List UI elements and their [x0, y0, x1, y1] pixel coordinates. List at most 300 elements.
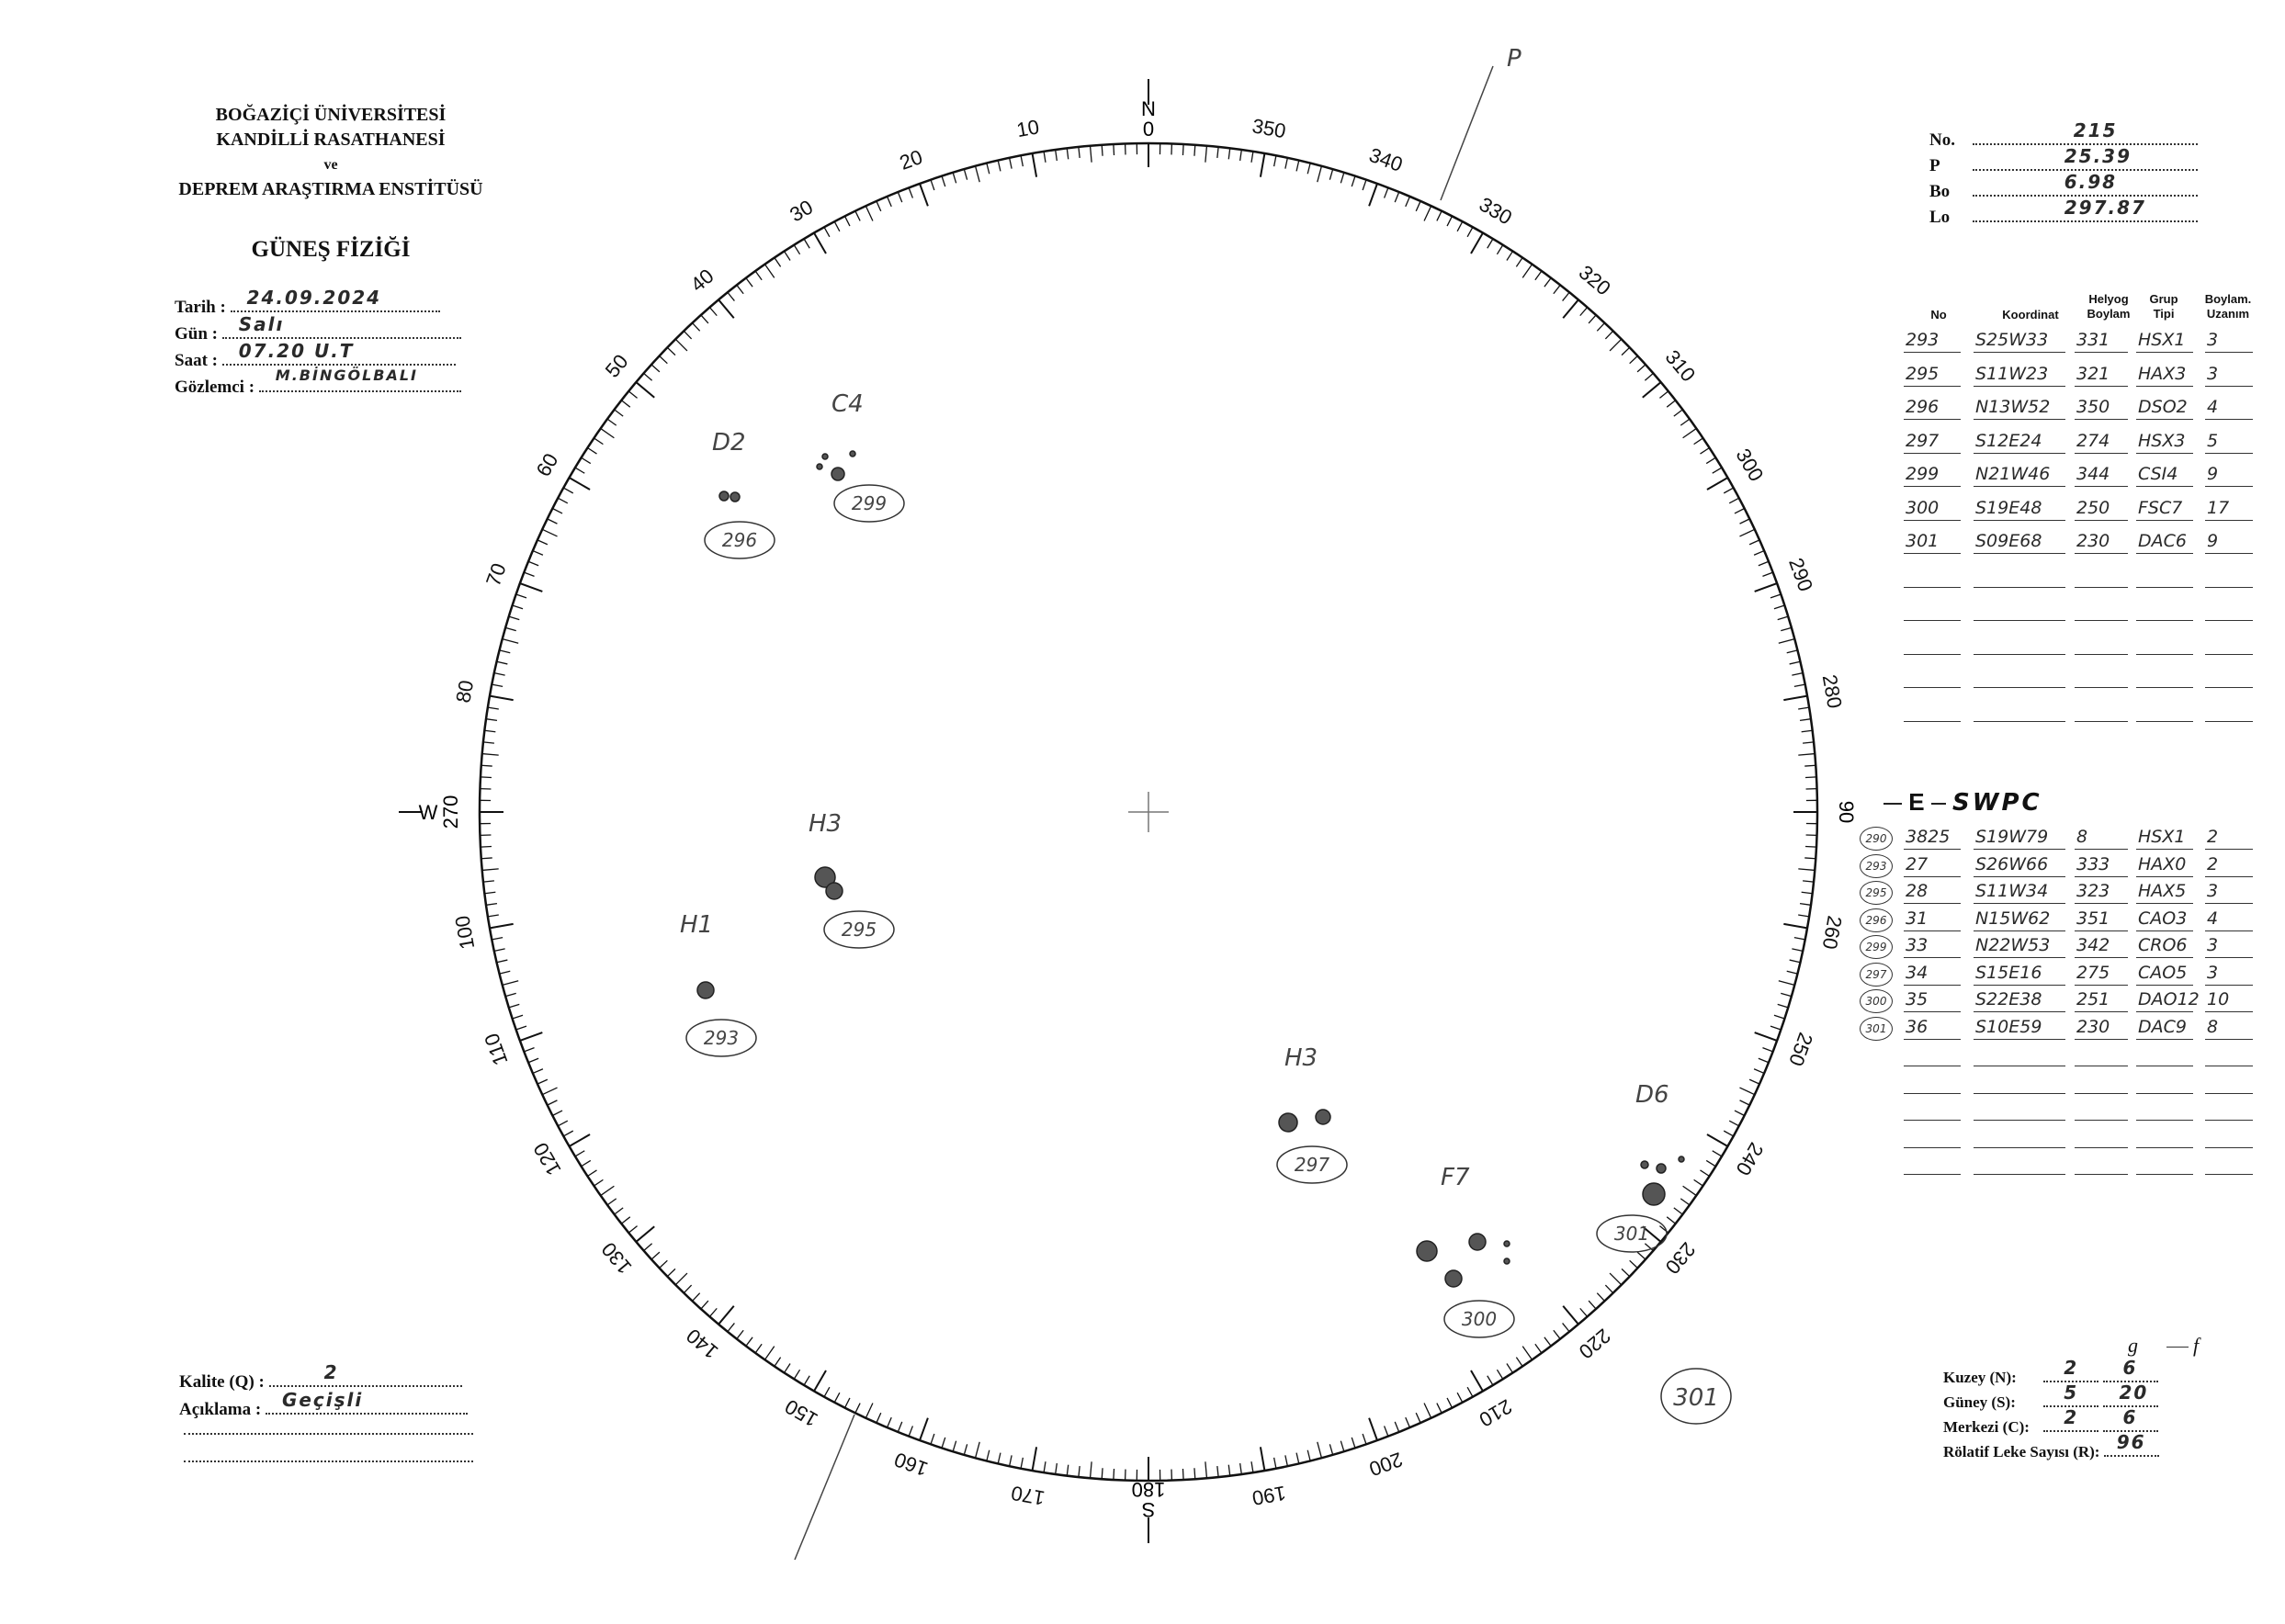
limb-tick: [1307, 1450, 1310, 1461]
limb-tick: [1762, 1048, 1772, 1052]
limb-tick: [728, 1323, 735, 1331]
institution-line2: KANDİLLİ RASATHANESİ: [216, 130, 446, 150]
limb-tick: [520, 1032, 542, 1041]
sunspot-type-label: H3: [809, 810, 843, 838]
limb-tick: [1497, 245, 1502, 254]
limb-tick: [628, 391, 637, 399]
sunspot: [1445, 1270, 1462, 1287]
limb-tick: [636, 382, 654, 398]
limb-tick: [1749, 1079, 1759, 1084]
big-id-label: 301: [1673, 1384, 1719, 1412]
sunspot: [719, 491, 729, 501]
sunspot: [1316, 1110, 1330, 1124]
limb-tick: [1622, 347, 1630, 355]
limb-tick: [1563, 292, 1570, 300]
limb-tick: [1729, 1121, 1739, 1126]
group-type: DSO2: [2138, 397, 2188, 417]
limb-tick: [1544, 278, 1551, 288]
sunspot-type-label: D6: [1635, 1081, 1669, 1109]
limb-tick: [1683, 1186, 1697, 1195]
swpc-no: 34: [1906, 962, 1929, 983]
limb-tick: [909, 1426, 912, 1436]
limb-tick: [1798, 869, 1815, 871]
g-header: g: [2128, 1334, 2138, 1357]
day-value: Salı: [238, 313, 285, 335]
limb-tick: [844, 1398, 849, 1408]
limb-tick: [1605, 1285, 1612, 1293]
limb-tick: [1424, 1403, 1431, 1417]
limb-tick: [1091, 1461, 1092, 1478]
swpc-type: CAO5: [2138, 962, 2188, 983]
limb-tick: [1363, 180, 1366, 190]
quality-label: Kalite (Q) :: [179, 1372, 265, 1392]
limb-tick: [1707, 478, 1728, 490]
sunspot-type-label: F7: [1441, 1164, 1470, 1191]
limb-tick: [490, 924, 514, 929]
limb-tick: [1706, 457, 1715, 463]
group-coord: N13W52: [1975, 397, 2051, 417]
limb-degree-label: 20: [896, 144, 926, 175]
swpc-coord: S22E38: [1975, 989, 2042, 1009]
limb-degree-label: 130: [596, 1237, 637, 1279]
limb-tick: [1749, 540, 1759, 545]
limb-tick: [1261, 1447, 1265, 1471]
limb-tick: [1630, 1260, 1638, 1268]
limb-tick: [877, 1413, 881, 1423]
limb-tick: [1804, 858, 1816, 859]
limb-tick: [1261, 153, 1265, 177]
limb-tick: [877, 201, 881, 211]
limb-tick: [1680, 419, 1690, 425]
sunspot-id-label: 293: [703, 1027, 740, 1049]
limb-tick: [942, 176, 945, 186]
limb-tick: [1329, 1444, 1332, 1455]
limb-tick: [1783, 696, 1807, 701]
group-lon: 350: [2076, 397, 2110, 417]
sunspot: [1469, 1234, 1486, 1250]
limb-tick: [481, 858, 492, 859]
sunspot: [817, 464, 822, 469]
swpc-no: 36: [1906, 1016, 1929, 1037]
p-axis-line: [1441, 66, 1493, 200]
limb-tick: [764, 265, 774, 278]
limb-tick: [1044, 1461, 1046, 1472]
limb-tick: [1680, 1199, 1690, 1205]
limb-tick: [1694, 1179, 1703, 1186]
limb-tick: [1630, 356, 1638, 364]
limb-tick: [621, 1217, 629, 1224]
limb-tick: [494, 673, 505, 675]
limb-tick: [1563, 299, 1578, 318]
limb-tick: [976, 166, 980, 182]
limb-tick: [1803, 742, 1814, 743]
swpc-no: 28: [1906, 881, 1929, 901]
limb-tick: [844, 216, 849, 226]
limb-tick: [513, 1015, 523, 1019]
group-ext: 4: [2207, 397, 2219, 417]
limb-tick: [1759, 1058, 1769, 1062]
limb-tick: [814, 1370, 826, 1392]
limb-tick: [558, 498, 568, 503]
limb-tick: [1700, 1170, 1709, 1177]
limb-tick: [494, 949, 505, 951]
limb-tick: [1488, 1376, 1493, 1385]
limb-tick: [1056, 150, 1058, 161]
col-header-ext-1: Boylam.: [2204, 292, 2252, 306]
limb-tick: [804, 239, 809, 248]
limb-tick: [898, 1422, 901, 1432]
limb-tick: [824, 1387, 830, 1396]
limb-degree-label: 120: [528, 1138, 566, 1179]
limb-tick: [1385, 1426, 1388, 1436]
swpc-ext: 8: [2207, 1016, 2219, 1037]
limb-tick: [1787, 971, 1798, 974]
limb-tick: [607, 419, 616, 425]
limb-tick: [1091, 146, 1092, 163]
col-header-ext-2: Uzanım: [2206, 307, 2250, 321]
relative-label: Rölatif Leke Sayısı (R):: [1943, 1443, 2100, 1460]
limb-tick: [1802, 892, 1813, 893]
limb-tick: [1522, 1347, 1532, 1360]
limb-tick: [1605, 331, 1612, 339]
limb-tick: [482, 754, 499, 756]
limb-degree-label: 300: [1731, 445, 1769, 486]
swpc-lon: 323: [2076, 881, 2110, 901]
limb-tick: [1516, 257, 1522, 266]
limb-tick: [558, 1121, 568, 1126]
p-axis-label: P: [1507, 45, 1521, 73]
group-ext: 9: [2207, 531, 2219, 551]
sunspot-id-label: 297: [1294, 1154, 1330, 1176]
limb-tick: [490, 696, 514, 701]
limb-tick: [1516, 1358, 1522, 1367]
limb-tick: [1706, 1160, 1715, 1166]
limb-tick: [953, 1441, 956, 1451]
group-coord: S09E68: [1975, 531, 2042, 551]
limb-tick: [964, 1444, 967, 1455]
limb-tick: [488, 915, 499, 917]
swpc-type: HAX5: [2138, 881, 2187, 901]
institution-line4: DEPREM ARAŞTIRMA ENSTİTÜSÜ: [178, 179, 483, 199]
limb-tick: [931, 180, 934, 190]
swpc-coord: S26W66: [1975, 853, 2049, 874]
date-label: Tarih :: [175, 298, 226, 317]
group-ext: 3: [2207, 330, 2219, 350]
limb-tick: [1735, 508, 1745, 513]
limb-tick: [587, 1170, 596, 1177]
note-label: Açıklama :: [179, 1400, 262, 1419]
limb-tick: [1182, 1469, 1183, 1480]
limb-tick: [1740, 519, 1750, 524]
limb-degree-label: 60: [531, 449, 563, 481]
limb-tick: [755, 1344, 762, 1353]
group-no: 301: [1906, 531, 1940, 551]
limb-tick: [1535, 1344, 1542, 1353]
limb-tick: [1274, 1458, 1276, 1469]
limb-tick: [834, 1393, 840, 1403]
limb-tick: [1554, 285, 1560, 293]
limb-tick: [1340, 1441, 1344, 1451]
group-coord: S11W23: [1975, 363, 2049, 384]
west-270-label: 270: [439, 795, 462, 829]
limb-tick: [1781, 627, 1792, 630]
sunspot-type-label: H1: [680, 911, 714, 939]
limb-tick: [488, 707, 499, 709]
limb-degree-label: 110: [480, 1030, 513, 1069]
limb-tick: [1802, 730, 1813, 731]
limb-tick: [1217, 1466, 1218, 1477]
limb-tick: [775, 257, 781, 266]
group-type: CSI4: [2138, 464, 2178, 484]
limb-tick: [607, 1199, 616, 1205]
limb-tick: [509, 616, 519, 620]
sunspot-type-label: C4: [831, 390, 864, 418]
limb-tick: [1783, 924, 1807, 929]
limb-tick: [1622, 1269, 1630, 1276]
limb-tick: [987, 1450, 990, 1461]
limb-tick: [660, 1260, 668, 1268]
swpc-no: 27: [1906, 853, 1929, 874]
limb-tick: [834, 221, 840, 231]
limb-tick: [1667, 400, 1675, 407]
limb-tick: [1285, 1455, 1287, 1466]
limb-tick: [976, 1442, 980, 1458]
limb-tick: [824, 227, 830, 236]
north-f: 6: [2122, 1357, 2138, 1379]
param-lo-label: Lo: [1929, 208, 1951, 227]
group-coord: N21W46: [1975, 464, 2051, 484]
south-label: S: [1141, 1498, 1156, 1521]
group-lon: 274: [2076, 430, 2110, 451]
limb-tick: [486, 719, 497, 721]
limb-tick: [1522, 265, 1532, 278]
limb-tick: [1779, 981, 1794, 986]
group-type: HAX3: [2138, 363, 2187, 384]
limb-tick: [1406, 1417, 1410, 1427]
limb-tick: [684, 331, 691, 339]
limb-tick: [1044, 152, 1046, 163]
swpc-lon: 8: [2076, 827, 2088, 847]
limb-tick: [1739, 529, 1754, 536]
swpc-coord: S15E16: [1975, 962, 2042, 983]
group-no: 300: [1906, 497, 1940, 518]
group-type: DAC6: [2138, 531, 2187, 551]
limb-degree-label: 170: [1009, 1481, 1047, 1510]
limb-tick: [533, 551, 543, 556]
limb-tick: [1798, 915, 1809, 917]
limb-tick: [483, 742, 494, 743]
limb-tick: [855, 211, 860, 221]
limb-tick: [1056, 1463, 1058, 1474]
swpc-ext: 3: [2207, 962, 2219, 983]
e-label-right: E: [1908, 788, 1925, 816]
swpc-no: 33: [1906, 935, 1929, 955]
limb-tick: [888, 1417, 892, 1427]
param-bo-value: 6.98: [2064, 171, 2118, 193]
swpc-ref-circle: 295: [1860, 881, 1893, 905]
limb-tick: [1079, 1466, 1080, 1477]
observer-value: M.BİNGÖLBALI: [275, 367, 418, 384]
limb-tick: [1790, 661, 1801, 664]
limb-degree-label: 210: [1475, 1394, 1516, 1432]
limb-tick: [1021, 1458, 1023, 1469]
limb-tick: [481, 765, 492, 766]
limb-tick: [497, 661, 508, 664]
swpc-ext: 4: [2207, 908, 2219, 929]
limb-tick: [1416, 1413, 1420, 1423]
limb-tick: [1395, 192, 1398, 202]
swpc-no: 3825: [1906, 827, 1951, 847]
institution-line3: ve: [323, 157, 338, 173]
limb-tick: [481, 777, 492, 778]
swpc-ref-circle: 290: [1860, 827, 1893, 851]
limb-tick: [1774, 605, 1784, 609]
limb-degree-label: 10: [1014, 115, 1042, 142]
limb-tick: [1580, 308, 1588, 316]
col-header-coord: Koordinat: [2002, 308, 2059, 321]
limb-tick: [898, 192, 901, 202]
swpc-ext: 3: [2207, 881, 2219, 901]
relative-value: 96: [2116, 1431, 2146, 1453]
limb-tick: [503, 639, 518, 644]
limb-tick: [548, 1100, 558, 1105]
sunspot-type-label: H3: [1284, 1044, 1318, 1072]
swpc-type: DAC9: [2138, 1016, 2187, 1037]
limb-tick: [1329, 169, 1332, 180]
limb-tick: [582, 457, 591, 463]
limb-tick: [1385, 187, 1388, 197]
limb-tick: [804, 1376, 809, 1385]
limb-tick: [1307, 164, 1310, 175]
limb-tick: [1369, 184, 1377, 206]
limb-tick: [737, 285, 743, 293]
limb-tick: [484, 892, 495, 893]
center-g: 2: [2064, 1406, 2079, 1428]
limb-tick: [1067, 1465, 1068, 1476]
swpc-type: HAX0: [2138, 853, 2187, 874]
date-value: 24.09.2024: [246, 287, 382, 309]
swpc-ref-circle: 293: [1860, 854, 1893, 878]
limb-degree-label: 220: [1574, 1324, 1615, 1364]
limb-degree-label: 260: [1817, 913, 1847, 952]
limb-tick: [1471, 1370, 1483, 1392]
limb-tick: [570, 478, 591, 490]
limb-tick: [746, 1337, 752, 1347]
col-header-helio-1: Helyog: [2088, 292, 2129, 306]
north-label: N: [1141, 97, 1156, 120]
limb-tick: [1759, 561, 1769, 565]
limb-tick: [1778, 616, 1788, 620]
limb-tick: [628, 1226, 637, 1234]
swpc-no: 35: [1906, 989, 1929, 1009]
limb-tick: [1340, 173, 1344, 183]
limb-tick: [1580, 1308, 1588, 1316]
center-label: Merkezi (C):: [1943, 1418, 2030, 1436]
limb-tick: [953, 173, 956, 183]
sunspot-id-label: 296: [721, 529, 758, 551]
limb-tick: [1033, 1447, 1037, 1471]
limb-tick: [785, 251, 791, 260]
swpc-ref-circle: 296: [1860, 908, 1893, 932]
note-value: Geçişli: [281, 1389, 364, 1411]
limb-tick: [998, 161, 1001, 172]
limb-tick: [1700, 448, 1709, 455]
limb-tick: [594, 438, 603, 445]
limb-tick: [500, 650, 511, 653]
sunspot-id-label: 301: [1613, 1223, 1650, 1245]
limb-tick: [1285, 158, 1287, 169]
limb-tick: [709, 1308, 717, 1316]
limb-tick: [775, 1358, 781, 1367]
limb-tick: [601, 1186, 615, 1195]
limb-tick: [481, 846, 492, 847]
limb-tick: [528, 561, 538, 565]
limb-tick: [537, 540, 548, 545]
limb-tick: [621, 400, 629, 407]
limb-tick: [1363, 1434, 1366, 1444]
limb-tick: [920, 1418, 928, 1440]
limb-tick: [505, 627, 516, 630]
limb-tick: [1774, 1015, 1784, 1019]
observer-label: Gözlemci :: [175, 378, 255, 397]
limb-tick: [1467, 227, 1473, 236]
limb-tick: [1805, 777, 1816, 778]
limb-degree-label: 80: [451, 678, 479, 705]
group-coord: S25W33: [1975, 330, 2049, 350]
limb-tick: [684, 1285, 691, 1293]
limb-tick: [1416, 201, 1420, 211]
limb-tick: [1102, 1468, 1103, 1479]
limb-tick: [998, 1453, 1001, 1464]
limb-degree-label: 240: [1731, 1138, 1769, 1179]
time-label: Saat :: [175, 351, 218, 370]
limb-tick: [1805, 846, 1816, 847]
limb-tick: [1406, 197, 1410, 207]
sunspot: [697, 982, 714, 998]
limb-tick: [1554, 1330, 1560, 1338]
limb-tick: [1739, 1088, 1754, 1095]
limb-tick: [1251, 152, 1253, 163]
limb-degree-label: 100: [450, 913, 480, 952]
swpc-lon: 230: [2076, 1016, 2110, 1037]
limb-tick: [1645, 373, 1653, 380]
limb-tick: [1683, 428, 1697, 437]
quality-value: 2: [323, 1361, 339, 1383]
sunspot: [1643, 1183, 1665, 1205]
limb-tick: [1194, 145, 1195, 156]
limb-tick: [1804, 765, 1816, 766]
limb-tick: [1792, 949, 1803, 951]
limb-tick: [1457, 1393, 1463, 1403]
sunspot-id-label: 300: [1461, 1308, 1498, 1330]
limb-tick: [667, 1269, 675, 1276]
group-lon: 331: [2076, 330, 2110, 350]
limb-degree-label: 140: [682, 1324, 723, 1364]
swpc-ref-circle: 299: [1860, 935, 1893, 959]
limb-tick: [1352, 1438, 1355, 1448]
limb-tick: [1798, 754, 1815, 756]
limb-tick: [1563, 1306, 1578, 1325]
swpc-coord: S11W34: [1975, 881, 2049, 901]
limb-tick: [1369, 1418, 1377, 1440]
group-no: 296: [1906, 397, 1940, 417]
limb-tick: [563, 488, 572, 493]
group-type: HSX3: [2138, 430, 2186, 451]
limb-tick: [1544, 1337, 1551, 1347]
group-no: 293: [1906, 330, 1940, 350]
col-header-type-1: Grup: [2149, 292, 2178, 306]
sunspot: [850, 451, 855, 457]
